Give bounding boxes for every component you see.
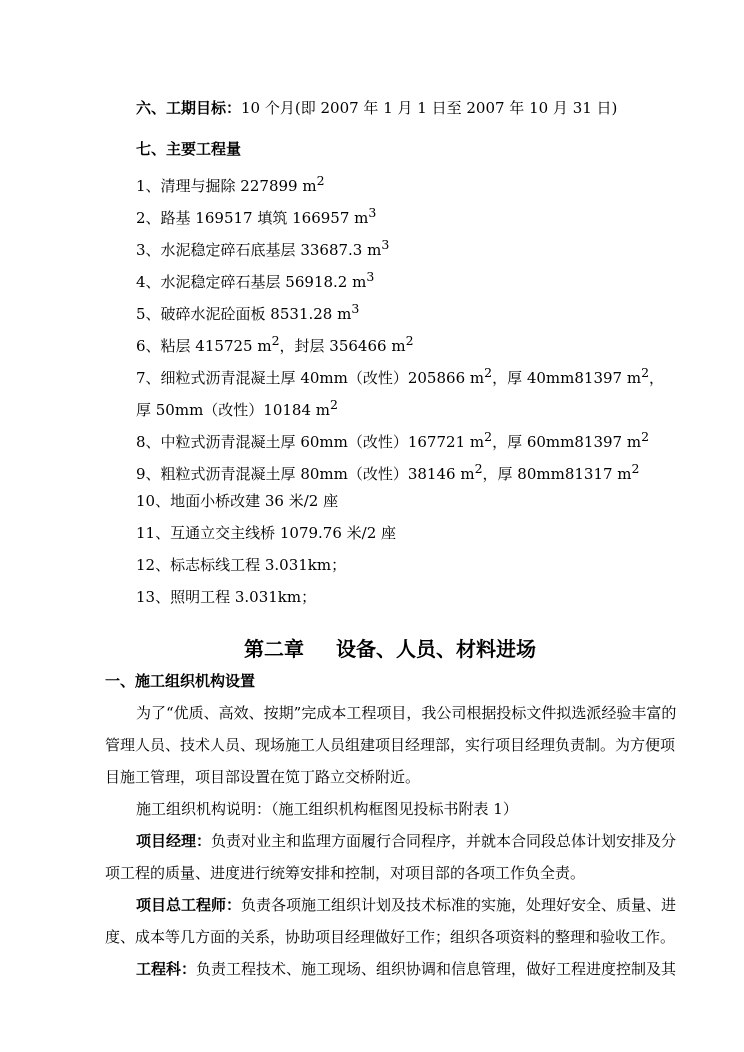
item-unit-exp: 3 <box>351 301 360 316</box>
chapter-title <box>244 636 536 662</box>
section6-label: 六、工期目标： <box>136 99 242 117</box>
item-text: 7、细粒式沥青混凝土厚 40mm（改性）205866 m <box>136 369 485 387</box>
item-text: 12、标志标线工程 3.031km； <box>136 556 347 574</box>
quantity-item <box>136 203 376 228</box>
item-text: 3、水泥稳定碎石底基层 33687.3 m <box>136 241 382 259</box>
item-text: ，厚 60mm81397 m <box>492 433 642 451</box>
section6-line <box>136 98 617 118</box>
item-text: 9、粗粒式沥青混凝土厚 80mm（改性）38146 m <box>136 465 475 483</box>
chief-engineer-text: 负责各项施工组织计划及技术标准的实施，处理好安全、质量、进 <box>241 896 677 914</box>
pm-line <box>136 831 676 851</box>
engineering-dept-label: 工程科： <box>136 960 197 978</box>
item-unit-exp: 2 <box>316 173 325 188</box>
quantity-item <box>136 267 374 292</box>
item-unit-exp: 2 <box>474 461 483 476</box>
pm-label: 项目经理： <box>136 832 212 850</box>
item-unit-exp: 2 <box>330 397 338 412</box>
engineering-dept-line <box>136 959 676 979</box>
item-unit-exp: 2 <box>641 365 650 380</box>
quantity-item <box>136 171 325 196</box>
item-text: ， <box>649 369 665 387</box>
chapter-name: 设备、人员、材料进场 <box>336 637 536 661</box>
chief-engineer-line <box>136 895 676 915</box>
quantity-item <box>136 555 346 575</box>
quantity-item <box>136 363 664 388</box>
quantity-item <box>136 491 338 511</box>
item-unit-exp: 2 <box>271 333 280 348</box>
item-text: 8、中粒式沥青混凝土厚 60mm（改性）167721 m <box>136 433 485 451</box>
engineering-dept-text: 负责工程技术、施工现场、组织协调和信息管理，做好工程进度控制及其 <box>196 960 677 978</box>
item-text: 5、破碎水泥砼面板 8531.28 m <box>136 305 352 323</box>
quantity-item <box>136 235 389 260</box>
item-text: ，封层 356466 m <box>279 337 406 355</box>
item-unit-exp: 3 <box>381 237 390 252</box>
quantity-item <box>136 427 649 452</box>
section7-heading: 七、主要工程量 <box>136 140 242 158</box>
item-text: ，厚 80mm81317 m <box>482 465 632 483</box>
item-text: 2、路基 169517 填筑 166957 m <box>136 209 369 227</box>
quantity-item <box>136 587 316 607</box>
item-unit-exp: 2 <box>631 461 640 476</box>
quantity-item <box>136 299 359 324</box>
chief-engineer-text-continued: 度、成本等几方面的关系，协助项目经理做好工作；组织各项资料的整理和验收工作。 <box>105 928 676 946</box>
org-note: 施工组织机构说明：（施工组织机构框图见投标书附表 1） <box>136 800 518 818</box>
item-text: 13、照明工程 3.031km； <box>136 588 317 606</box>
chapter-number: 第二章 <box>244 637 304 661</box>
item-text: 6、粘层 415725 m <box>136 337 272 355</box>
org-intro-line: 为了“优质、高效、按期”完成本工程项目，我公司根据投标文件拟选派经验丰富的 <box>136 704 677 722</box>
item-text: 厚 50mm（改性）10184 m <box>136 401 331 419</box>
item-text: 4、水泥稳定碎石基层 56918.2 m <box>136 273 367 291</box>
item-unit-exp: 2 <box>484 365 493 380</box>
item-unit-exp: 2 <box>484 429 493 444</box>
quantity-item <box>136 523 396 543</box>
pm-text: 负责对业主和监理方面履行合同程序，并就本合同段总体计划安排及分 <box>211 832 677 850</box>
org-heading: 一、施工组织机构设置 <box>105 672 256 690</box>
chief-engineer-label: 项目总工程师： <box>136 896 242 914</box>
item-text: 1、清理与掘除 227899 m <box>136 177 317 195</box>
item-text: 11、互通立交主线桥 1079.76 米/2 座 <box>136 524 397 542</box>
org-intro-line: 管理人员、技术人员、现场施工人员组建项目经理部，实行项目经理负责制。为方便项 <box>105 736 676 754</box>
item-unit-exp: 2 <box>641 429 650 444</box>
item-unit-exp: 2 <box>405 333 414 348</box>
item-text: ，厚 40mm81397 m <box>492 369 642 387</box>
item-unit-exp: 3 <box>366 269 375 284</box>
org-intro-line: 目施工管理，项目部设置在笕丁路立交桥附近。 <box>105 768 421 786</box>
section6-text: 10 个月(即 2007 年 1 月 1 日至 2007 年 10 月 31 日) <box>241 99 618 117</box>
quantity-item <box>136 459 639 484</box>
pm-text-continued: 项工程的质量、进度进行统筹安排和控制，对项目部的各项工作负全责。 <box>105 864 586 882</box>
quantity-item <box>136 395 338 420</box>
item-text: 10、地面小桥改建 36 米/2 座 <box>136 492 339 510</box>
item-unit-exp: 3 <box>368 205 377 220</box>
quantity-item <box>136 331 414 356</box>
